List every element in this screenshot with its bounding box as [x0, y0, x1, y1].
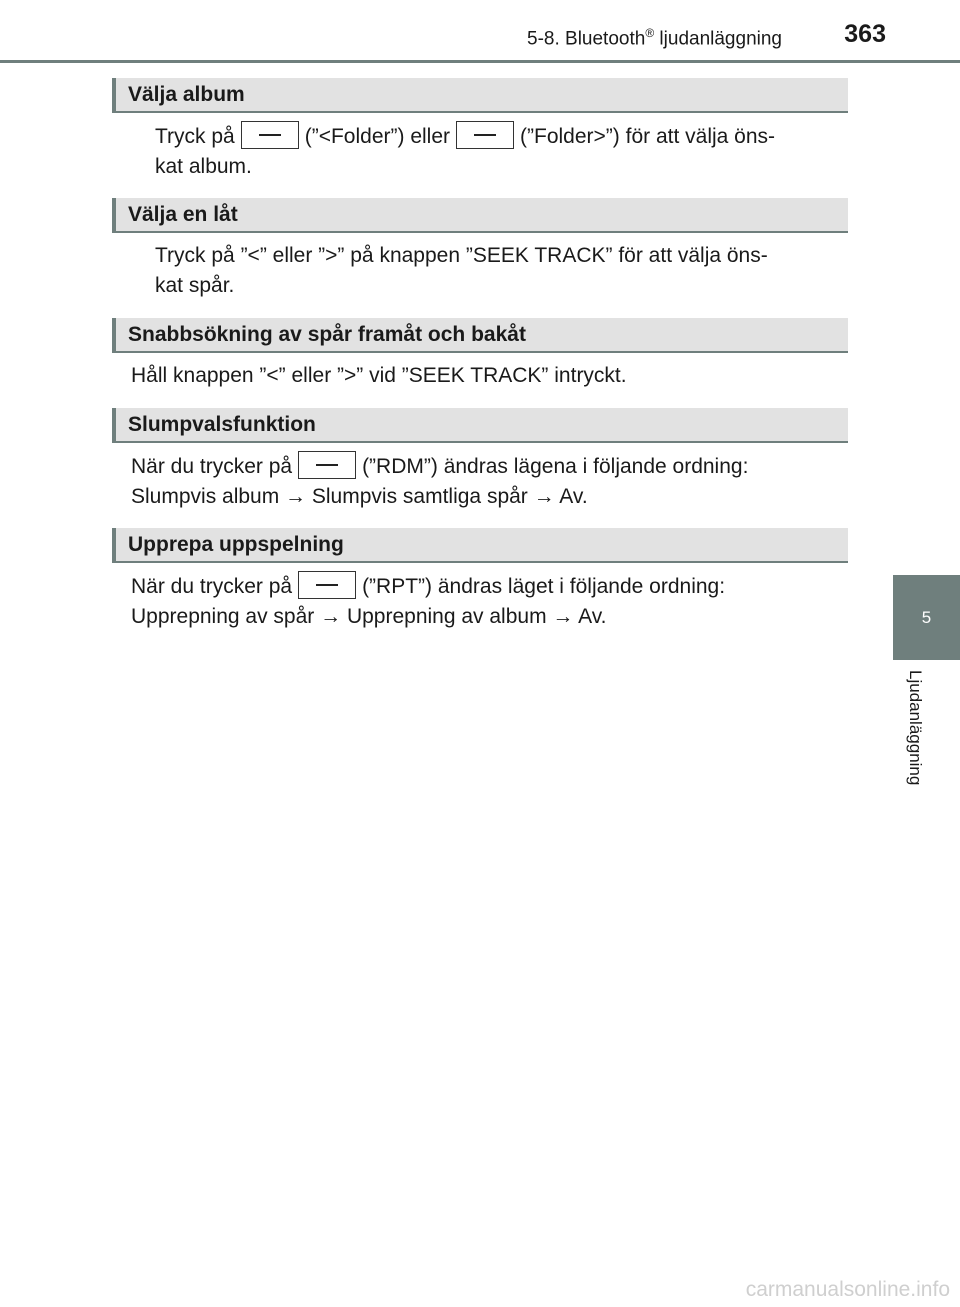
- paragraph-track: [155, 241, 845, 301]
- paragraph-seek: [131, 361, 845, 391]
- text: kat album.: [155, 155, 252, 178]
- text: (”RDM”) ändras lägena i följande ordning:: [362, 455, 749, 478]
- chapter-label: Ljudanläggning: [906, 670, 925, 786]
- running-header: [470, 26, 782, 50]
- text: Slumpvis album → Slumpvis samtliga spår → Av.: [131, 485, 588, 508]
- text: (”<Folder”) eller: [304, 125, 451, 148]
- registered-mark: ®: [645, 26, 655, 40]
- section-heading-seek: Snabbsökning av spår framåt och bakåt: [112, 318, 848, 353]
- folder-up-button-icon: [456, 121, 514, 149]
- page-number: 363: [844, 20, 886, 48]
- section-heading-random: Slumpvalsfunktion: [112, 408, 848, 443]
- section-heading-repeat: Upprepa uppspelning: [112, 528, 848, 563]
- folder-down-button-icon: [241, 121, 299, 149]
- section-heading-album: Välja album: [112, 78, 848, 113]
- paragraph-random: [131, 451, 845, 512]
- header-suffix: ljudanläggning: [654, 28, 782, 50]
- chapter-number: 5: [921, 607, 932, 627]
- watermark: carmanualsonline.info: [745, 1278, 950, 1301]
- rpt-button-icon: [298, 571, 356, 599]
- text: När du trycker på: [131, 575, 293, 598]
- header-rule: [0, 60, 960, 63]
- header-prefix: 5-8. Bluetooth: [527, 28, 646, 50]
- rdm-button-icon: [298, 451, 356, 479]
- text: När du trycker på: [131, 455, 293, 478]
- paragraph-album: [155, 121, 855, 182]
- text: (”Folder>”) för att välja öns-: [520, 125, 776, 148]
- text: Upprepning av spår → Upprepning av album → Av.: [131, 605, 607, 628]
- section-heading-track: Välja en låt: [112, 198, 848, 233]
- text: Håll knappen ”<” eller ”>” vid ”SEEK TRACK” intryckt.: [131, 364, 627, 387]
- paragraph-repeat: [131, 571, 845, 632]
- text: kat spår.: [155, 274, 235, 297]
- text: Tryck på: [155, 125, 235, 148]
- text: Tryck på ”<” eller ”>” på knappen ”SEEK TRACK” för att välja öns-: [155, 244, 768, 267]
- text: (”RPT”) ändras läget i följande ordning:: [362, 575, 726, 598]
- chapter-tab: [893, 575, 960, 660]
